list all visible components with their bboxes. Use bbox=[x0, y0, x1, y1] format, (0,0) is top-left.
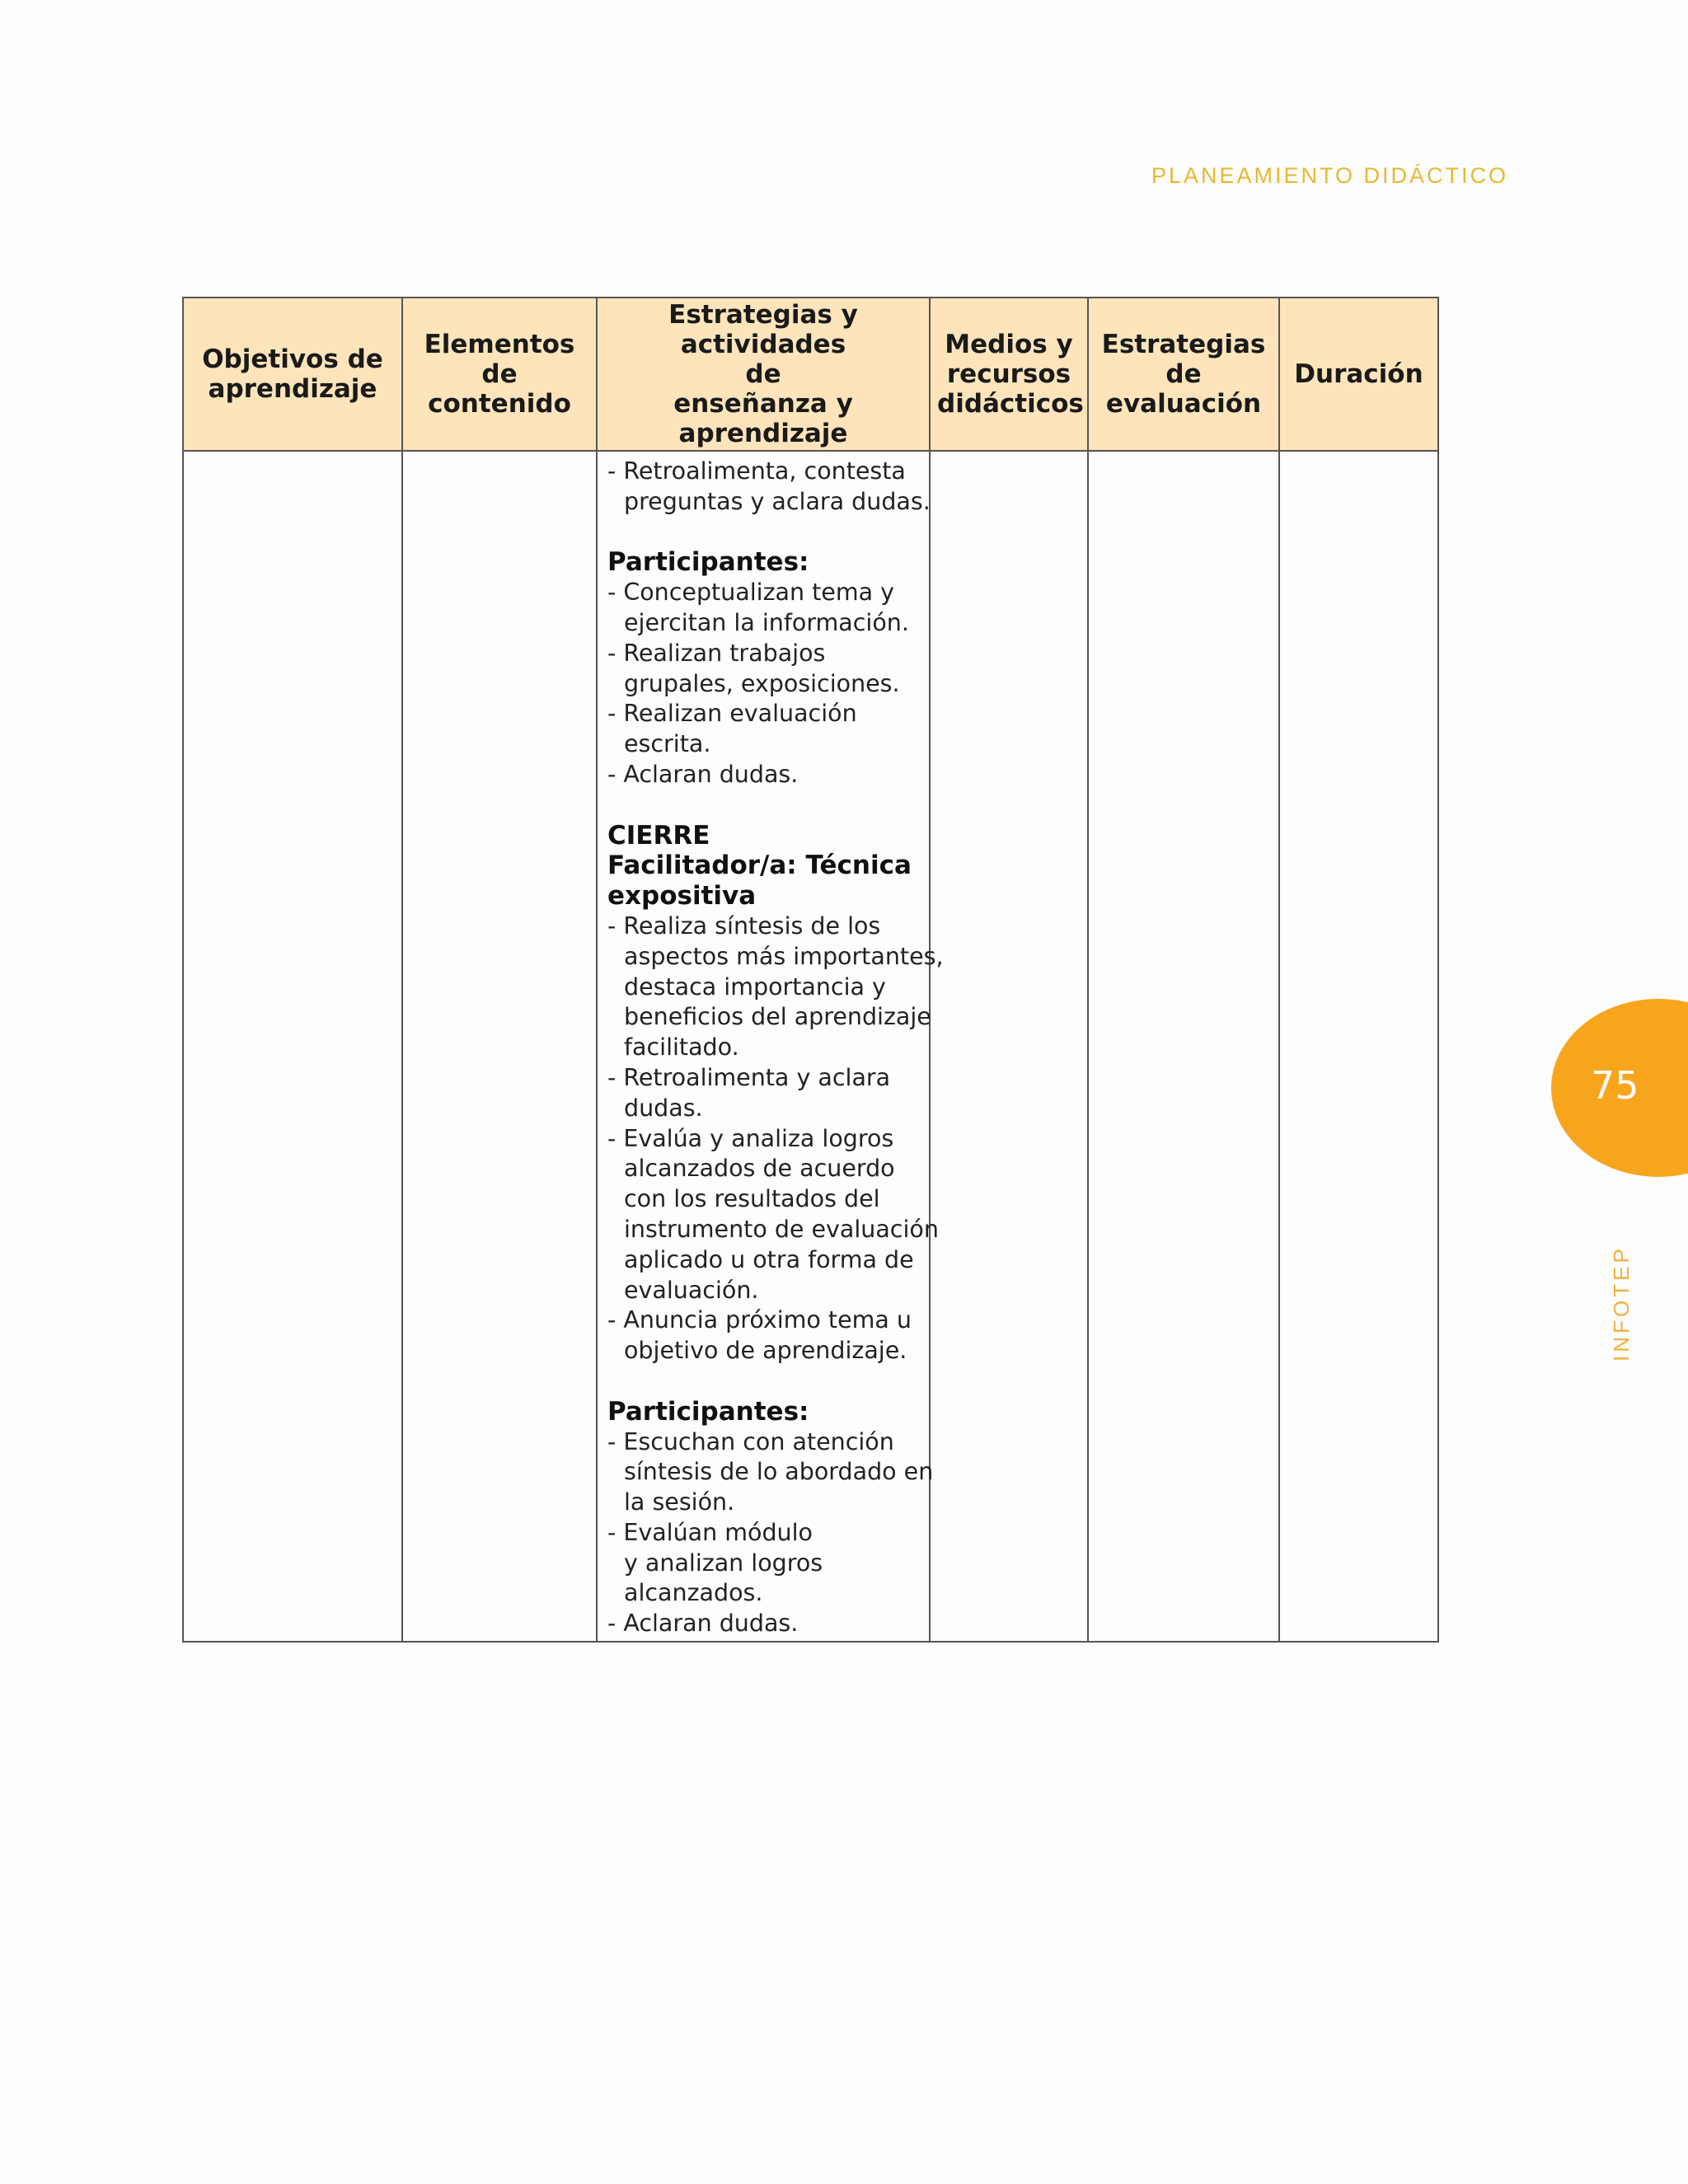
activity-item: - Realiza síntesis de los bbox=[607, 912, 881, 940]
running-header: PLANEAMIENTO DIDÁCTICO bbox=[1151, 163, 1508, 188]
activity-item-continuation: destaca importancia y bbox=[624, 972, 886, 1001]
cell-activities bbox=[597, 451, 944, 1642]
activity-item-continuation: aspectos más importantes, bbox=[624, 942, 944, 970]
activity-item-continuation: beneficios del aprendizaje bbox=[624, 1003, 931, 1031]
activities-list bbox=[598, 452, 944, 1639]
activity-item-continuation: instrumento de evaluación bbox=[624, 1215, 939, 1243]
header-line: aprendizaje bbox=[208, 374, 377, 404]
activity-item: - Conceptualizan tema y bbox=[607, 579, 894, 607]
header-line: enseñanza y aprendizaje bbox=[673, 389, 853, 448]
header-line: evaluación bbox=[1105, 389, 1262, 419]
activity-item: - Evalúan módulo bbox=[607, 1518, 813, 1546]
header-estrategias-evaluacion bbox=[1088, 298, 1279, 451]
header-line: Estrategias y actividades bbox=[668, 300, 858, 359]
header-line: recursos bbox=[946, 359, 1071, 389]
cell-elementos bbox=[402, 451, 597, 1642]
header-line: Objetivos de bbox=[202, 344, 383, 374]
spacer bbox=[607, 518, 922, 548]
header-line: didácticos bbox=[937, 389, 1084, 419]
activity-item-continuation: y analizan logros bbox=[624, 1549, 823, 1577]
activity-item-continuation: objetivo de aprendizaje. bbox=[624, 1337, 907, 1365]
cell-evaluacion bbox=[1088, 451, 1279, 1642]
activity-item: - Escuchan con atención bbox=[607, 1427, 894, 1455]
activity-item: - Realizan evaluación bbox=[607, 700, 857, 728]
header-line: contenido bbox=[428, 389, 571, 419]
side-label-text: INFOTEP bbox=[1609, 1245, 1634, 1361]
table-row bbox=[183, 451, 1438, 1642]
activity-item-continuation: síntesis de lo abordado en bbox=[624, 1458, 934, 1486]
activity-item: - Aclaran dudas. bbox=[607, 760, 799, 788]
header-line: Medios y bbox=[945, 330, 1073, 359]
header-line: de bbox=[1165, 359, 1202, 389]
activity-item-continuation: facilitado. bbox=[624, 1033, 739, 1062]
activity-item-continuation: aplicado u otra forma de bbox=[624, 1245, 914, 1273]
activity-item-continuation: con los resultados del bbox=[624, 1185, 880, 1213]
cell-medios bbox=[930, 451, 1088, 1642]
activity-item: - Evalúa y analiza logros bbox=[607, 1124, 894, 1152]
activity-item: - Anuncia próximo tema u bbox=[607, 1306, 912, 1334]
activity-item: - Retroalimenta, contesta bbox=[607, 457, 906, 485]
activity-item-continuation: escrita. bbox=[624, 730, 711, 758]
header-line: de bbox=[745, 359, 781, 389]
header-elementos bbox=[402, 298, 597, 451]
header-line: Estrategias bbox=[1101, 330, 1266, 359]
activity-item-continuation: alcanzados. bbox=[624, 1579, 763, 1607]
section-heading: expositiva bbox=[607, 881, 757, 912]
activity-item-continuation: grupales, exposiciones. bbox=[624, 669, 900, 697]
activity-item-continuation: dudas. bbox=[624, 1094, 703, 1122]
activity-item: - Aclaran dudas. bbox=[607, 1610, 799, 1638]
section-heading: Facilitador/a: Técnica bbox=[607, 851, 912, 881]
section-heading: Participantes: bbox=[607, 547, 809, 578]
activity-item: - Realizan trabajos bbox=[607, 639, 826, 667]
activity-item-continuation: la sesión. bbox=[624, 1488, 735, 1516]
table-header-row bbox=[183, 298, 1438, 451]
planning-table bbox=[182, 297, 1439, 1643]
cell-objetivos bbox=[183, 451, 402, 1642]
header-medios bbox=[930, 298, 1088, 451]
activity-item-continuation: evaluación. bbox=[624, 1276, 759, 1304]
activity-item-continuation: ejercitan la información. bbox=[624, 608, 909, 636]
side-label bbox=[1609, 1197, 1642, 1361]
header-estrategias-actividades bbox=[597, 298, 930, 451]
spacer bbox=[607, 1366, 922, 1397]
activity-item-continuation: alcanzados de acuerdo bbox=[624, 1155, 895, 1183]
activity-item-continuation: preguntas y aclara dudas. bbox=[624, 487, 931, 515]
cell-duracion bbox=[1279, 451, 1438, 1642]
activity-item: - Retroalimenta y aclara bbox=[607, 1063, 891, 1091]
header-objetivos bbox=[183, 298, 402, 451]
section-heading: CIERRE bbox=[607, 820, 710, 851]
header-line: Duración bbox=[1294, 359, 1423, 389]
header-duracion bbox=[1279, 298, 1438, 451]
page-number: 75 bbox=[1591, 1063, 1639, 1108]
header-line: Elementos de bbox=[424, 330, 575, 389]
spacer bbox=[607, 790, 922, 821]
section-heading: Participantes: bbox=[607, 1396, 809, 1427]
